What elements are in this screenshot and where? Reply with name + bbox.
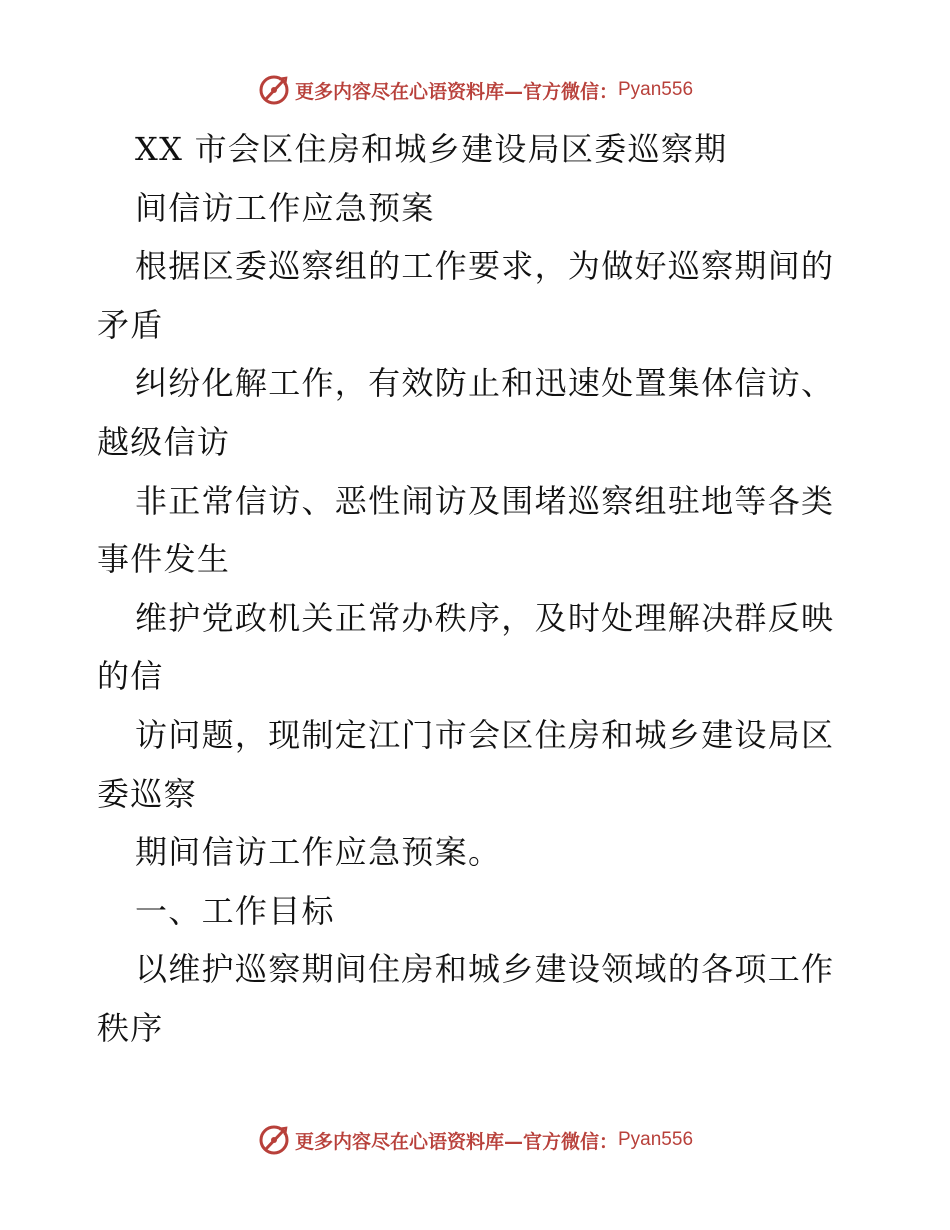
watermark-text: 更多内容尽在心语资料库—官方微信：: [294, 80, 618, 103]
logo-icon: [257, 73, 291, 107]
watermark-wechat-id: Pyan556: [618, 1129, 694, 1150]
text-line: 委巡察: [97, 774, 197, 813]
text-line: 一、工作目标: [135, 891, 335, 930]
text-line: 以维护巡察期间住房和城乡建设领域的各项工作: [135, 950, 835, 989]
text-line: 越级信访: [97, 422, 231, 461]
text-line: 矛盾: [97, 305, 164, 344]
text-line: 期间信访工作应急预案。: [135, 833, 502, 872]
logo-icon: [257, 1123, 291, 1157]
watermark-text: 更多内容尽在心语资料库—官方微信：: [294, 1130, 618, 1153]
text-line: 维护党政机关正常办秩序，及时处理解决群反映: [135, 598, 835, 637]
document-body: [97, 120, 857, 1058]
text-line: 秩序: [97, 1008, 164, 1047]
footer-watermark: [0, 1120, 950, 1160]
watermark-wechat-id: Pyan556: [618, 79, 694, 100]
text-line: 访问题，现制定江门市会区住房和城乡建设局区: [135, 715, 835, 754]
text-line: 根据区委巡察组的工作要求，为做好巡察期间的: [135, 247, 835, 286]
text-line: XX 市会区住房和城乡建设局区委巡察期: [135, 130, 728, 168]
text-line: 非正常信访、恶性闹访及围堵巡察组驻地等各类: [135, 481, 835, 520]
header-watermark: [0, 70, 950, 110]
text-line: 纠纷化解工作，有效防止和迅速处置集体信访、: [135, 364, 835, 403]
text-line: 间信访工作应急预案: [135, 188, 435, 227]
text-line: 的信: [97, 657, 164, 696]
text-line: 事件发生: [97, 540, 231, 579]
